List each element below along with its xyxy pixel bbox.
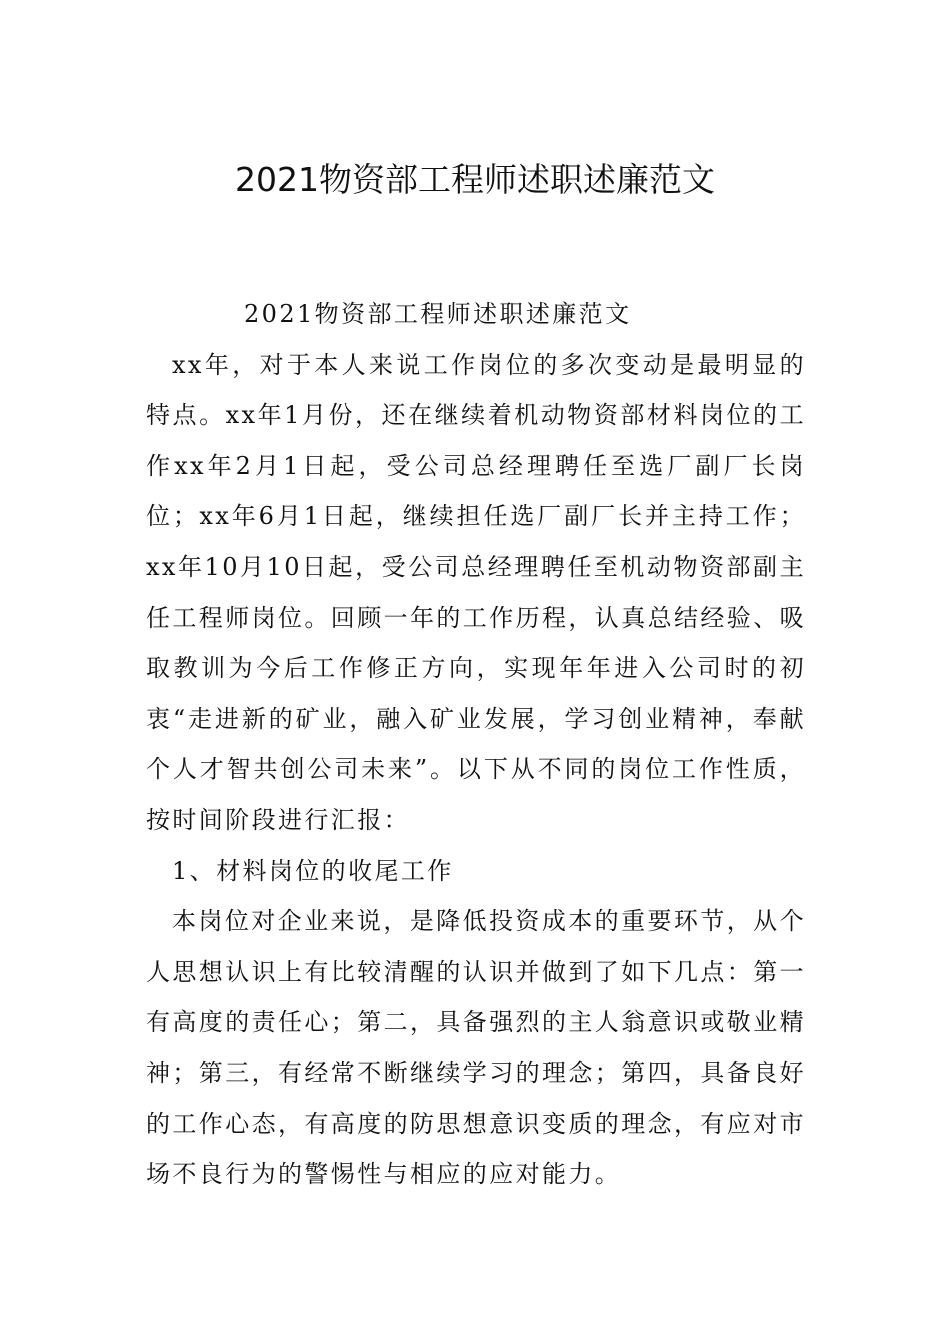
- document-title: 2021物资部工程师述职述廉范文: [235, 160, 715, 199]
- document-subtitle: 2021物资部工程师述职述廉范文: [244, 300, 632, 328]
- section-heading-material-post: 1、材料岗位的收尾工作: [172, 856, 454, 885]
- document-body: [146, 289, 806, 1200]
- paragraph-material-post: 本岗位对企业来说，是降低投资成本的重要环节，从个人思想认识上有比较清醒的认识并做到了如下几点：第一有高度的责任心；第二，具备强烈的主人翁意识或敬业精神；第三，有经常不断继续学习的理念；第四，具备良好的工作心态，有高度的防思想意识变质的理念，有应对市场不良行为的警惕性与相应的应对能力。: [146, 907, 806, 1189]
- paragraph-intro: xx年，对于本人来说工作岗位的多次变动是最明显的特点。xx年1月份，还在继续着机动物资部材料岗位的工作xx年2月1日起，受公司总经理聘任至选厂副厂长岗位；xx年6月1日起，继续担任选厂副厂长并主持工作；xx年10月10日起，受公司总经理聘任至机动物资部副主任工程师岗位。回顾一年的工作历程，认真总结经验、吸取教训为今后工作修正方向，实现年年进入公司时的初衷“走进新的矿业，融入矿业发展，学习创业精神，奉献个人才智共创公司未来”。以下从不同的岗位工作性质，按时间阶段进行汇报：: [146, 350, 806, 834]
